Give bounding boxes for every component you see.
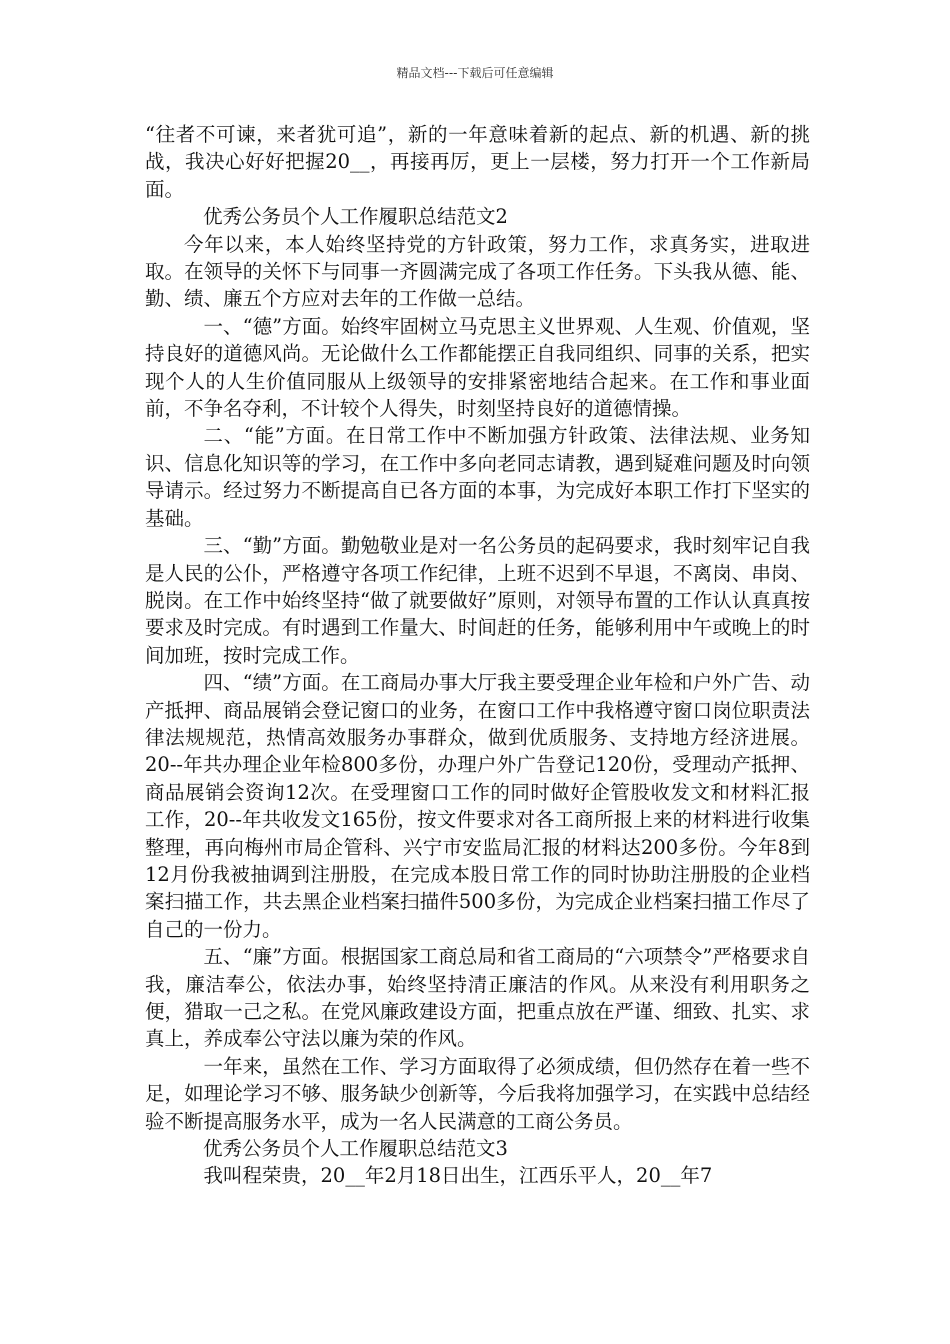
section-title-3: 优秀公务员个人工作履职总结范文3: [203, 1137, 508, 1161]
paragraph-intro: “往者不可谏，来者犹可追”，新的一年意味着新的起点、新的机遇、新的挑战，我决心好好把握20__，再接再厉，更上一层楼，努力打开一个工作新局面。: [145, 123, 810, 201]
paragraph-bio: 我叫程荣贵，20__年2月18日出生，江西乐平人，20__年7: [203, 1164, 713, 1188]
paragraph-summary: 今年以来，本人始终坚持党的方针政策，努力工作，求真务实，进取进取。在领导的关怀下与同事一齐圆满完成了各项工作任务。下头我从德、能、勤、绩、廉五个方应对去年的工作做一总结。: [145, 232, 810, 311]
paragraph-qin: 三、“勤”方面。勤勉敬业是对一名公务员的起码要求，我时刻牢记自我是人民的公仆，严格遵守各项工作纪律，上班不迟到不早退，不离岗、串岗、脱岗。在工作中始终坚持“做了就要做好”原则，对领导布置的工作认认真真按要求及时完成。有时遇到工作量大、时间赶的任务，能够利用中午或晚上的时间加班，按时完成工作。: [145, 534, 810, 667]
document-body: [145, 121, 810, 1190]
paragraph-de: 一、“德”方面。始终牢固树立马克思主义世界观、人生观、价值观，坚持良好的道德风尚。无论做什么工作都能摆正自我同组织、同事的关系，把实现个人的人生价值同服从上级领导的安排紧密地结合起来。在工作和事业面前，不争名夺利，不计较个人得失，时刻坚持良好的道德情操。: [145, 314, 810, 421]
paragraph-ji: 四、“绩”方面。在工商局办事大厅我主要受理企业年检和户外广告、动产抵押、商品展销会登记窗口的业务，在窗口工作中我格遵守窗口岗位职责法律法规规范，热情高效服务办事群众，做到优质服务、支持地方经济进展。20--年共办理企业年检800多份，办理户外广告登记120份，受理动产抵押、商品展销会资询12次。在受理窗口工作的同时做好企管股收发文和材料汇报工作，20--年共收发文165份，按文件要求对各工商所报上来的材料进行收集整理，再向梅州市局企管科、兴宁市安监局汇报的材料达200多份。今年8到12月份我被抽调到注册股，在完成本股日常工作的同时协助注册股的企业档案扫描工作，共去黑企业档案扫描件500多份，为完成企业档案扫描工作尽了自己的一份力。: [145, 671, 810, 941]
section-title-2: 优秀公务员个人工作履职总结范文2: [203, 205, 508, 229]
paragraph-neng: 二、“能”方面。在日常工作中不断加强方针政策、法律法规、业务知识、信息化知识等的学习，在工作中多向老同志请教，遇到疑难问题及时向领导请示。经过努力不断提高自已各方面的本事，为完成好本职工作打下坚实的基础。: [145, 424, 810, 530]
paragraph-lian: 五、“廉”方面。根据国家工商总局和省工商局的“六项禁令”严格要求自我，廉洁奉公，依法办事，始终坚持清正廉洁的作风。从来没有利用职务之便，猎取一己之私。在党风廉政建设方面，把重点放在严谨、细致、扎实、求真上，养成奉公守法以廉为荣的作风。: [145, 945, 810, 1051]
paragraph-conclusion: 一年来，虽然在工作、学习方面取得了必须成绩，但仍然存在着一些不足，如理论学习不够、服务缺少创新等，今后我将加强学习，在实践中总结经验不断提高服务水平，成为一名人民满意的工商公务员。: [145, 1054, 810, 1133]
page-header: 精品文档---下载后可任意编辑: [396, 66, 554, 80]
